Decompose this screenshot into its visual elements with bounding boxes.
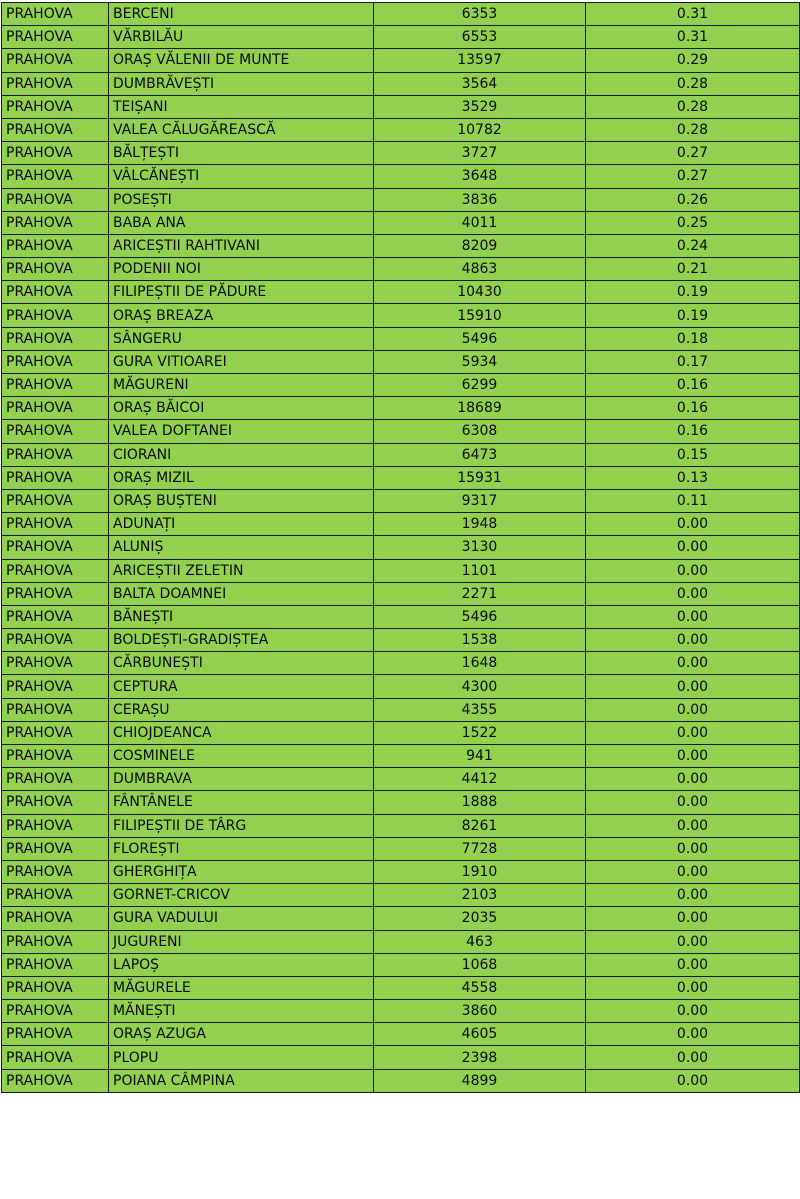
locality-cell[interactable]: ORAȘ MIZIL bbox=[109, 466, 374, 489]
locality-cell[interactable]: FÂNTÂNELE bbox=[109, 791, 374, 814]
population-cell[interactable]: 8261 bbox=[374, 814, 586, 837]
county-cell[interactable]: PRAHOVA bbox=[2, 629, 109, 652]
value-cell[interactable]: 0.00 bbox=[586, 536, 800, 559]
table-row bbox=[2, 234, 800, 257]
table-row bbox=[2, 72, 800, 95]
locality-cell[interactable]: BALTA DOAMNEI bbox=[109, 582, 374, 605]
table-row bbox=[2, 721, 800, 744]
locality-cell[interactable]: POSEȘTI bbox=[109, 188, 374, 211]
locality-cell[interactable]: LAPOȘ bbox=[109, 953, 374, 976]
population-cell[interactable]: 1888 bbox=[374, 791, 586, 814]
population-cell[interactable]: 1910 bbox=[374, 860, 586, 883]
population-cell[interactable]: 3727 bbox=[374, 142, 586, 165]
population-cell[interactable]: 4863 bbox=[374, 258, 586, 281]
value-cell[interactable]: 0.19 bbox=[586, 304, 800, 327]
table-row bbox=[2, 675, 800, 698]
population-cell[interactable]: 4355 bbox=[374, 698, 586, 721]
population-cell[interactable]: 8209 bbox=[374, 234, 586, 257]
population-cell[interactable]: 5934 bbox=[374, 350, 586, 373]
table-row bbox=[2, 397, 800, 420]
county-cell[interactable]: PRAHOVA bbox=[2, 768, 109, 791]
county-cell[interactable]: PRAHOVA bbox=[2, 72, 109, 95]
county-cell[interactable]: PRAHOVA bbox=[2, 745, 109, 768]
locality-cell[interactable]: BĂNEȘTI bbox=[109, 605, 374, 628]
population-cell[interactable]: 1538 bbox=[374, 629, 586, 652]
locality-cell[interactable]: DUMBRĂVEȘTI bbox=[109, 72, 374, 95]
value-cell[interactable]: 0.00 bbox=[586, 1046, 800, 1069]
county-cell[interactable]: PRAHOVA bbox=[2, 930, 109, 953]
county-cell[interactable]: PRAHOVA bbox=[2, 513, 109, 536]
table-row bbox=[2, 211, 800, 234]
value-cell[interactable]: 0.00 bbox=[586, 721, 800, 744]
population-cell[interactable]: 941 bbox=[374, 745, 586, 768]
population-cell[interactable]: 4558 bbox=[374, 976, 586, 999]
county-cell[interactable]: PRAHOVA bbox=[2, 976, 109, 999]
table-row bbox=[2, 698, 800, 721]
locality-cell[interactable]: VALEA CĂLUGĂREASCĂ bbox=[109, 118, 374, 141]
locality-cell[interactable]: GURA VITIOAREI bbox=[109, 350, 374, 373]
population-cell[interactable]: 4300 bbox=[374, 675, 586, 698]
county-cell[interactable]: PRAHOVA bbox=[2, 559, 109, 582]
county-cell[interactable]: PRAHOVA bbox=[2, 258, 109, 281]
population-cell[interactable]: 463 bbox=[374, 930, 586, 953]
population-cell[interactable]: 18689 bbox=[374, 397, 586, 420]
table-row bbox=[2, 350, 800, 373]
value-cell[interactable]: 0.00 bbox=[586, 953, 800, 976]
population-cell[interactable]: 13597 bbox=[374, 49, 586, 72]
table-row bbox=[2, 837, 800, 860]
table-row bbox=[2, 976, 800, 999]
table-row bbox=[2, 536, 800, 559]
locality-cell[interactable]: CHIOJDEANCA bbox=[109, 721, 374, 744]
population-cell[interactable]: 6299 bbox=[374, 374, 586, 397]
table-body bbox=[2, 3, 800, 1093]
locality-cell[interactable]: GHERGHIȚA bbox=[109, 860, 374, 883]
table-row bbox=[2, 1000, 800, 1023]
locality-cell[interactable]: FLOREȘTI bbox=[109, 837, 374, 860]
value-cell[interactable]: 0.00 bbox=[586, 629, 800, 652]
table-row bbox=[2, 1023, 800, 1046]
population-cell[interactable]: 15910 bbox=[374, 304, 586, 327]
population-cell[interactable]: 2103 bbox=[374, 884, 586, 907]
population-cell[interactable]: 4412 bbox=[374, 768, 586, 791]
locality-cell[interactable]: ALUNIȘ bbox=[109, 536, 374, 559]
value-cell[interactable]: 0.28 bbox=[586, 72, 800, 95]
locality-cell[interactable]: CĂRBUNEȘTI bbox=[109, 652, 374, 675]
county-cell[interactable]: PRAHOVA bbox=[2, 26, 109, 49]
locality-cell[interactable]: FILIPEȘTII DE PĂDURE bbox=[109, 281, 374, 304]
county-cell[interactable]: PRAHOVA bbox=[2, 211, 109, 234]
county-cell[interactable]: PRAHOVA bbox=[2, 466, 109, 489]
table-row bbox=[2, 582, 800, 605]
population-cell[interactable]: 6553 bbox=[374, 26, 586, 49]
population-cell[interactable]: 15931 bbox=[374, 466, 586, 489]
table-row bbox=[2, 188, 800, 211]
county-cell[interactable]: PRAHOVA bbox=[2, 721, 109, 744]
county-cell[interactable]: PRAHOVA bbox=[2, 95, 109, 118]
population-cell[interactable]: 4605 bbox=[374, 1023, 586, 1046]
table-row bbox=[2, 420, 800, 443]
value-cell[interactable]: 0.19 bbox=[586, 281, 800, 304]
table-row bbox=[2, 953, 800, 976]
table-row bbox=[2, 791, 800, 814]
county-cell[interactable]: PRAHOVA bbox=[2, 605, 109, 628]
table-row bbox=[2, 513, 800, 536]
value-cell[interactable]: 0.00 bbox=[586, 791, 800, 814]
table-row bbox=[2, 860, 800, 883]
county-cell[interactable]: PRAHOVA bbox=[2, 582, 109, 605]
population-cell[interactable]: 3564 bbox=[374, 72, 586, 95]
county-cell[interactable]: PRAHOVA bbox=[2, 884, 109, 907]
population-cell[interactable]: 10430 bbox=[374, 281, 586, 304]
table-row bbox=[2, 768, 800, 791]
population-cell[interactable]: 4899 bbox=[374, 1069, 586, 1092]
population-cell[interactable]: 9317 bbox=[374, 489, 586, 512]
value-cell[interactable]: 0.00 bbox=[586, 907, 800, 930]
table-row bbox=[2, 26, 800, 49]
population-cell[interactable]: 3529 bbox=[374, 95, 586, 118]
population-cell[interactable]: 2035 bbox=[374, 907, 586, 930]
value-cell[interactable]: 0.29 bbox=[586, 49, 800, 72]
population-cell[interactable]: 2398 bbox=[374, 1046, 586, 1069]
county-cell[interactable]: PRAHOVA bbox=[2, 837, 109, 860]
table-row bbox=[2, 142, 800, 165]
county-cell[interactable]: PRAHOVA bbox=[2, 652, 109, 675]
county-cell[interactable]: PRAHOVA bbox=[2, 374, 109, 397]
value-cell[interactable]: 0.16 bbox=[586, 420, 800, 443]
table-row bbox=[2, 814, 800, 837]
locality-cell[interactable]: TEIȘANI bbox=[109, 95, 374, 118]
value-cell[interactable]: 0.31 bbox=[586, 3, 800, 26]
table-row bbox=[2, 374, 800, 397]
value-cell[interactable]: 0.27 bbox=[586, 142, 800, 165]
value-cell[interactable]: 0.00 bbox=[586, 582, 800, 605]
locality-cell[interactable]: GURA VADULUI bbox=[109, 907, 374, 930]
county-cell[interactable]: PRAHOVA bbox=[2, 953, 109, 976]
county-cell[interactable]: PRAHOVA bbox=[2, 907, 109, 930]
county-cell[interactable]: PRAHOVA bbox=[2, 397, 109, 420]
county-cell[interactable]: PRAHOVA bbox=[2, 234, 109, 257]
value-cell[interactable]: 0.28 bbox=[586, 95, 800, 118]
locality-cell[interactable]: SÂNGERU bbox=[109, 327, 374, 350]
value-cell[interactable]: 0.21 bbox=[586, 258, 800, 281]
county-cell[interactable]: PRAHOVA bbox=[2, 350, 109, 373]
population-cell[interactable]: 1068 bbox=[374, 953, 586, 976]
value-cell[interactable]: 0.00 bbox=[586, 930, 800, 953]
value-cell[interactable]: 0.00 bbox=[586, 884, 800, 907]
locality-cell[interactable]: ORAȘ AZUGA bbox=[109, 1023, 374, 1046]
county-cell[interactable]: PRAHOVA bbox=[2, 675, 109, 698]
county-cell[interactable]: PRAHOVA bbox=[2, 49, 109, 72]
county-cell[interactable]: PRAHOVA bbox=[2, 814, 109, 837]
population-cell[interactable]: 1948 bbox=[374, 513, 586, 536]
locality-cell[interactable]: ORAȘ BUȘTENI bbox=[109, 489, 374, 512]
value-cell[interactable]: 0.00 bbox=[586, 976, 800, 999]
table-row bbox=[2, 745, 800, 768]
value-cell[interactable]: 0.17 bbox=[586, 350, 800, 373]
population-cell[interactable]: 6308 bbox=[374, 420, 586, 443]
value-cell[interactable]: 0.00 bbox=[586, 698, 800, 721]
locality-cell[interactable]: PODENII NOI bbox=[109, 258, 374, 281]
population-cell[interactable]: 1101 bbox=[374, 559, 586, 582]
table-row bbox=[2, 281, 800, 304]
table-row bbox=[2, 652, 800, 675]
locality-cell[interactable]: CEPTURA bbox=[109, 675, 374, 698]
county-cell[interactable]: PRAHOVA bbox=[2, 1023, 109, 1046]
population-cell[interactable]: 6353 bbox=[374, 3, 586, 26]
locality-cell[interactable]: BĂLȚEȘTI bbox=[109, 142, 374, 165]
locality-cell[interactable]: ORAȘ VĂLENII DE MUNTE bbox=[109, 49, 374, 72]
county-cell[interactable]: PRAHOVA bbox=[2, 489, 109, 512]
value-cell[interactable]: 0.13 bbox=[586, 466, 800, 489]
county-cell[interactable]: PRAHOVA bbox=[2, 698, 109, 721]
locality-cell[interactable]: ORAȘ BĂICOI bbox=[109, 397, 374, 420]
table-row bbox=[2, 930, 800, 953]
county-cell[interactable]: PRAHOVA bbox=[2, 142, 109, 165]
table-row bbox=[2, 466, 800, 489]
population-cell[interactable]: 10782 bbox=[374, 118, 586, 141]
value-cell[interactable]: 0.00 bbox=[586, 675, 800, 698]
locality-cell[interactable]: PLOPU bbox=[109, 1046, 374, 1069]
county-cell[interactable]: PRAHOVA bbox=[2, 118, 109, 141]
locality-cell[interactable]: ARICEȘTII ZELETIN bbox=[109, 559, 374, 582]
table-row bbox=[2, 304, 800, 327]
county-cell[interactable]: PRAHOVA bbox=[2, 1069, 109, 1092]
value-cell[interactable]: 0.00 bbox=[586, 1000, 800, 1023]
county-cell[interactable]: PRAHOVA bbox=[2, 860, 109, 883]
value-cell[interactable]: 0.18 bbox=[586, 327, 800, 350]
table-row bbox=[2, 95, 800, 118]
locality-cell[interactable]: ADUNAȚI bbox=[109, 513, 374, 536]
table-row bbox=[2, 907, 800, 930]
spreadsheet-table bbox=[1, 2, 800, 1093]
value-cell[interactable]: 0.00 bbox=[586, 814, 800, 837]
locality-cell[interactable]: BABA ANA bbox=[109, 211, 374, 234]
value-cell[interactable]: 0.00 bbox=[586, 1069, 800, 1092]
population-cell[interactable]: 6473 bbox=[374, 443, 586, 466]
county-cell[interactable]: PRAHOVA bbox=[2, 536, 109, 559]
population-cell[interactable]: 2271 bbox=[374, 582, 586, 605]
locality-cell[interactable]: BOLDEȘTI-GRADIȘTEA bbox=[109, 629, 374, 652]
table-row bbox=[2, 258, 800, 281]
county-cell[interactable]: PRAHOVA bbox=[2, 1046, 109, 1069]
locality-cell[interactable]: MĂGURELE bbox=[109, 976, 374, 999]
value-cell[interactable]: 0.16 bbox=[586, 397, 800, 420]
population-cell[interactable]: 3648 bbox=[374, 165, 586, 188]
locality-cell[interactable]: FILIPEȘTII DE TÂRG bbox=[109, 814, 374, 837]
value-cell[interactable]: 0.00 bbox=[586, 860, 800, 883]
value-cell[interactable]: 0.00 bbox=[586, 652, 800, 675]
county-cell[interactable]: PRAHOVA bbox=[2, 791, 109, 814]
value-cell[interactable]: 0.15 bbox=[586, 443, 800, 466]
value-cell[interactable]: 0.00 bbox=[586, 745, 800, 768]
table-row bbox=[2, 3, 800, 26]
locality-cell[interactable]: CIORANI bbox=[109, 443, 374, 466]
county-cell[interactable]: PRAHOVA bbox=[2, 443, 109, 466]
locality-cell[interactable]: DUMBRAVA bbox=[109, 768, 374, 791]
value-cell[interactable]: 0.28 bbox=[586, 118, 800, 141]
value-cell[interactable]: 0.00 bbox=[586, 837, 800, 860]
table-row bbox=[2, 443, 800, 466]
table-row bbox=[2, 327, 800, 350]
population-cell[interactable]: 3836 bbox=[374, 188, 586, 211]
table-row bbox=[2, 884, 800, 907]
table-row bbox=[2, 165, 800, 188]
table-row bbox=[2, 489, 800, 512]
value-cell[interactable]: 0.00 bbox=[586, 559, 800, 582]
locality-cell[interactable]: CERAȘU bbox=[109, 698, 374, 721]
locality-cell[interactable]: VALEA DOFTANEI bbox=[109, 420, 374, 443]
population-cell[interactable]: 3860 bbox=[374, 1000, 586, 1023]
county-cell[interactable]: PRAHOVA bbox=[2, 188, 109, 211]
locality-cell[interactable]: ARICEȘTII RAHTIVANI bbox=[109, 234, 374, 257]
table-row bbox=[2, 605, 800, 628]
table-row bbox=[2, 559, 800, 582]
population-cell[interactable]: 5496 bbox=[374, 327, 586, 350]
population-cell[interactable]: 3130 bbox=[374, 536, 586, 559]
table-row bbox=[2, 118, 800, 141]
county-cell[interactable]: PRAHOVA bbox=[2, 420, 109, 443]
value-cell[interactable]: 0.16 bbox=[586, 374, 800, 397]
value-cell[interactable]: 0.11 bbox=[586, 489, 800, 512]
locality-cell[interactable]: POIANA CÂMPINA bbox=[109, 1069, 374, 1092]
county-cell[interactable]: PRAHOVA bbox=[2, 1000, 109, 1023]
locality-cell[interactable]: COSMINELE bbox=[109, 745, 374, 768]
county-cell[interactable]: PRAHOVA bbox=[2, 165, 109, 188]
population-cell[interactable]: 1648 bbox=[374, 652, 586, 675]
county-cell[interactable]: PRAHOVA bbox=[2, 281, 109, 304]
table-row bbox=[2, 629, 800, 652]
county-cell[interactable]: PRAHOVA bbox=[2, 3, 109, 26]
county-cell[interactable]: PRAHOVA bbox=[2, 304, 109, 327]
value-cell[interactable]: 0.31 bbox=[586, 26, 800, 49]
population-cell[interactable]: 4011 bbox=[374, 211, 586, 234]
table-row bbox=[2, 1046, 800, 1069]
locality-cell[interactable]: GORNET-CRICOV bbox=[109, 884, 374, 907]
value-cell[interactable]: 0.00 bbox=[586, 605, 800, 628]
value-cell[interactable]: 0.00 bbox=[586, 768, 800, 791]
county-cell[interactable]: PRAHOVA bbox=[2, 327, 109, 350]
locality-cell[interactable]: ORAȘ BREAZA bbox=[109, 304, 374, 327]
population-cell[interactable]: 5496 bbox=[374, 605, 586, 628]
locality-cell[interactable]: JUGURENI bbox=[109, 930, 374, 953]
locality-cell[interactable]: VĂRBILĂU bbox=[109, 26, 374, 49]
table-row bbox=[2, 1069, 800, 1092]
population-cell[interactable]: 7728 bbox=[374, 837, 586, 860]
locality-cell[interactable]: VÂLCĂNEȘTI bbox=[109, 165, 374, 188]
value-cell[interactable]: 0.00 bbox=[586, 513, 800, 536]
value-cell[interactable]: 0.25 bbox=[586, 211, 800, 234]
value-cell[interactable]: 0.27 bbox=[586, 165, 800, 188]
population-cell[interactable]: 1522 bbox=[374, 721, 586, 744]
locality-cell[interactable]: MĂNEȘTI bbox=[109, 1000, 374, 1023]
value-cell[interactable]: 0.26 bbox=[586, 188, 800, 211]
value-cell[interactable]: 0.24 bbox=[586, 234, 800, 257]
value-cell[interactable]: 0.00 bbox=[586, 1023, 800, 1046]
locality-cell[interactable]: BERCENI bbox=[109, 3, 374, 26]
table-row bbox=[2, 49, 800, 72]
locality-cell[interactable]: MĂGURENI bbox=[109, 374, 374, 397]
